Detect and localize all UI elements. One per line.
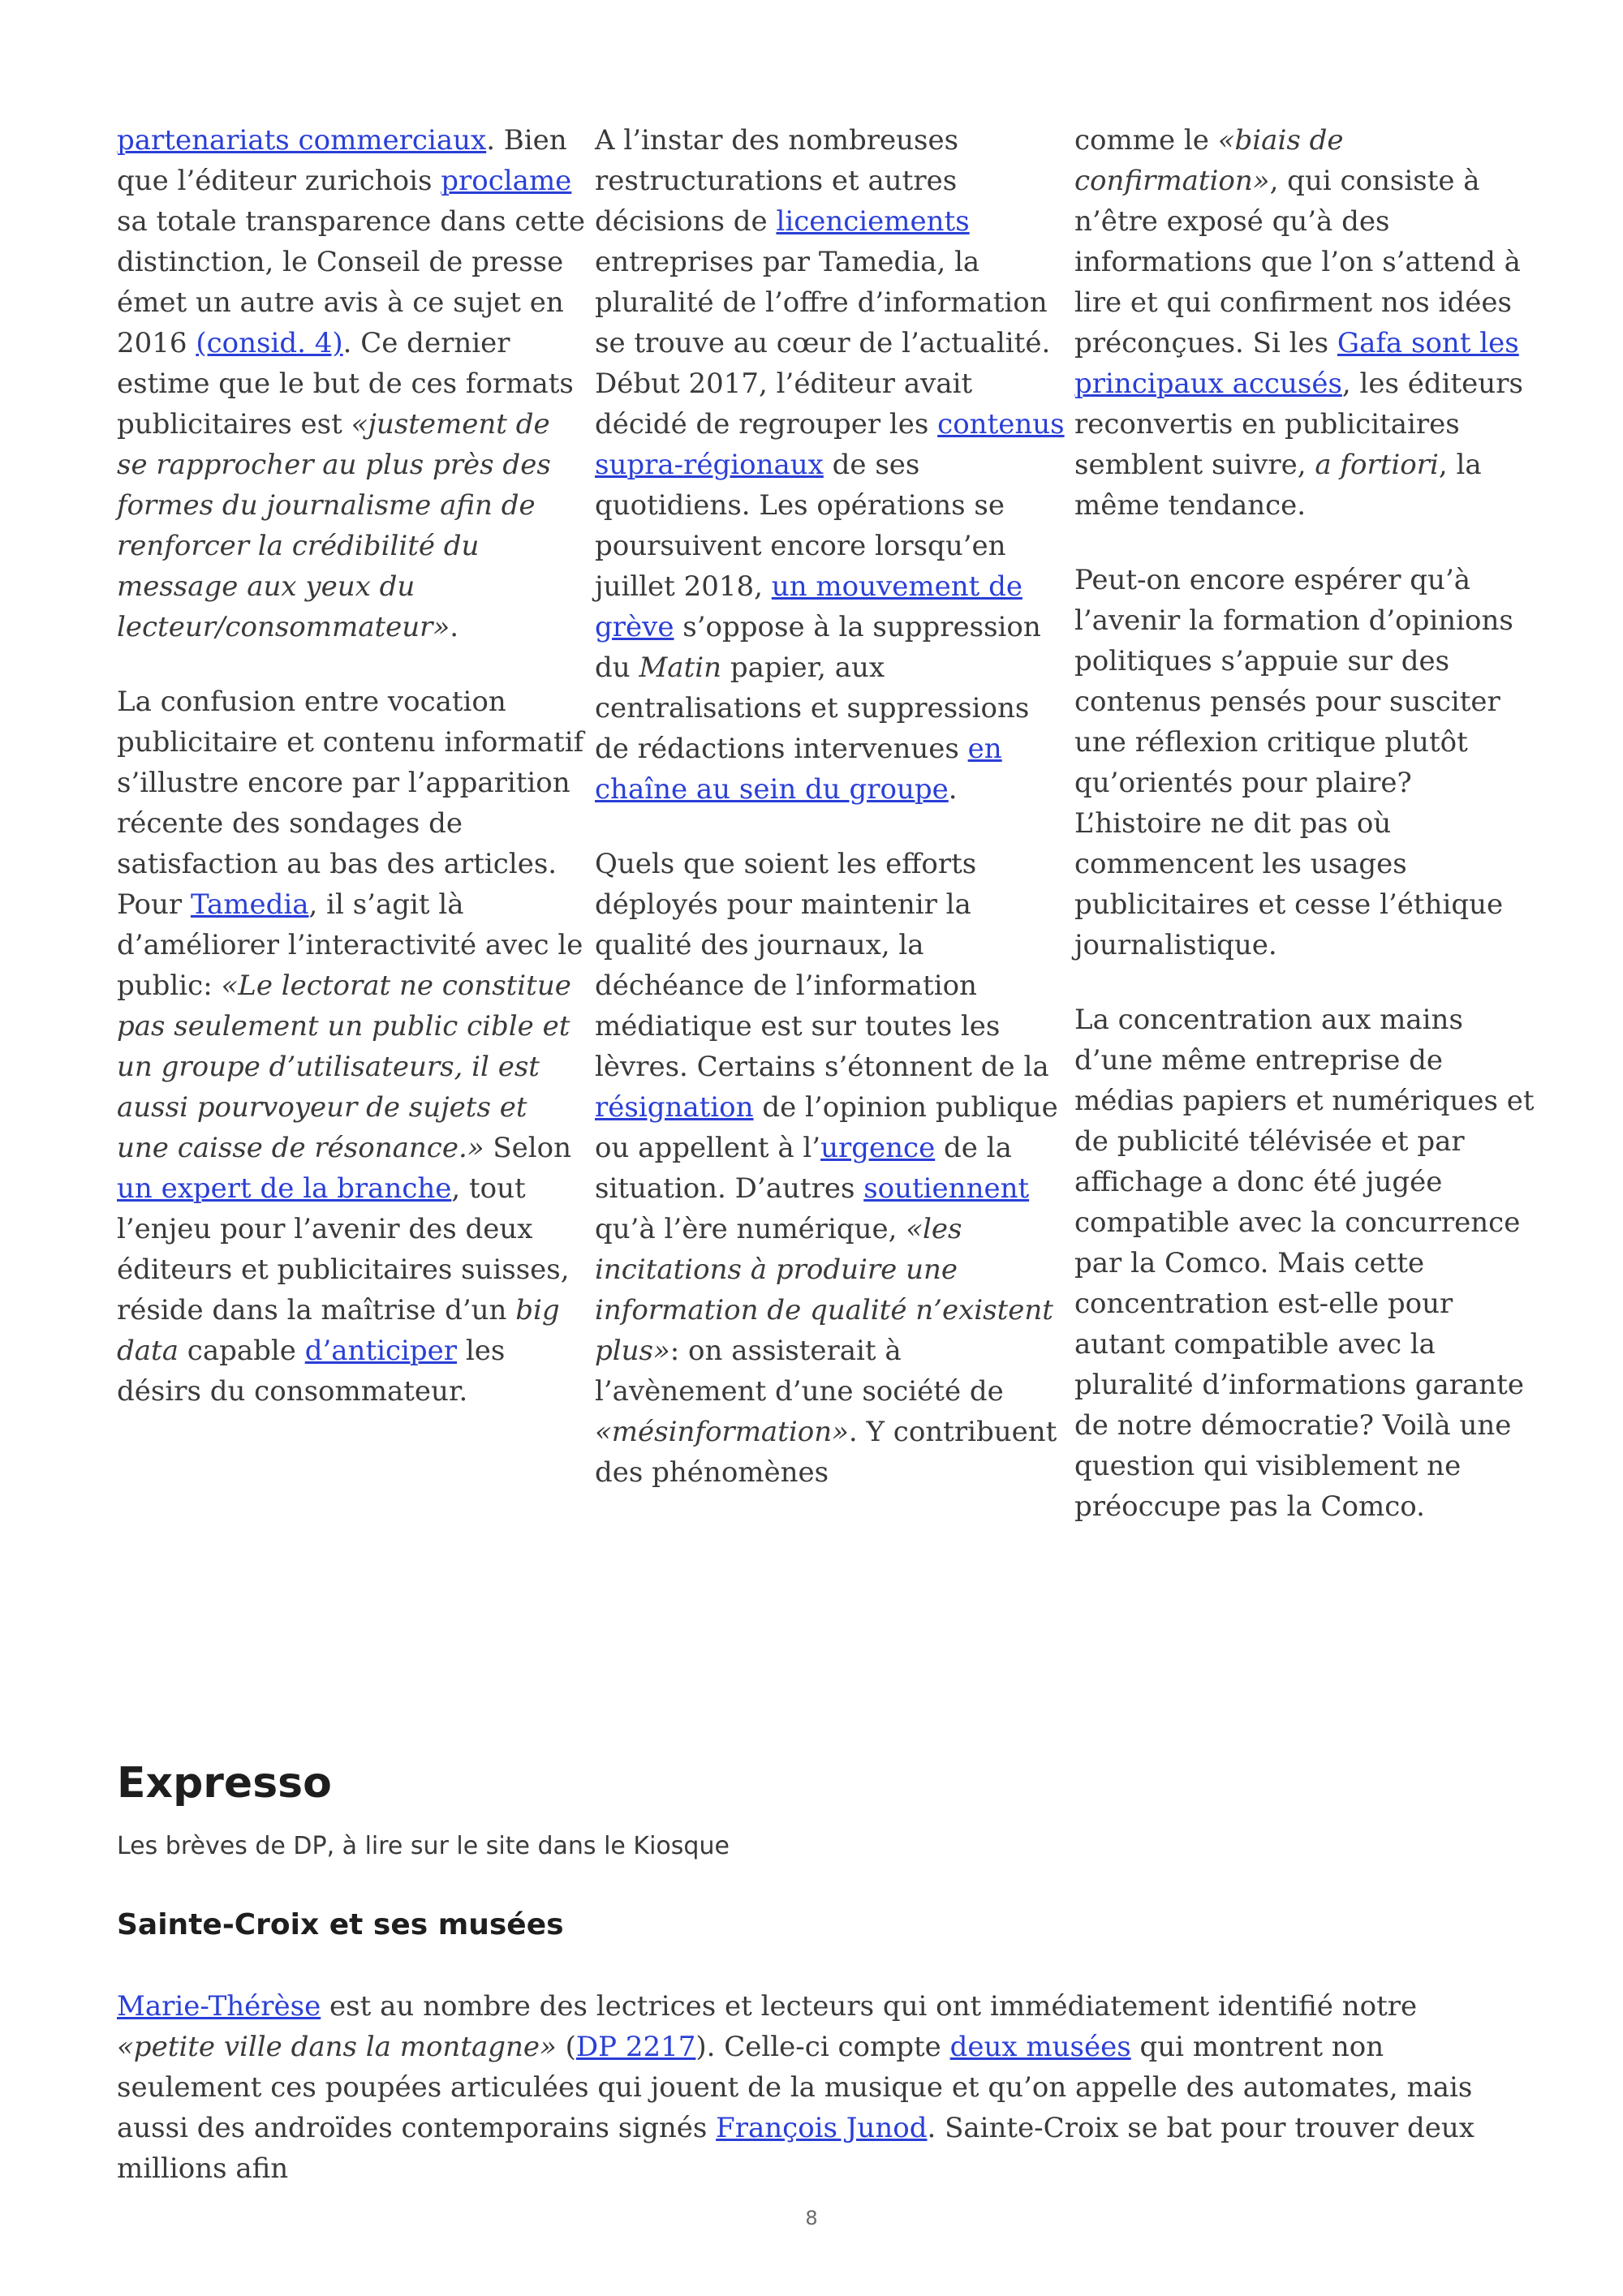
body-text: sa totale transparence dans cette distinction, le Conseil de presse émet un autre avis à ce sujet en 2016 [117, 205, 586, 359]
inline-link[interactable]: deux musées [949, 2031, 1131, 2063]
body-text: Peut-on encore espérer qu’à l’avenir la formation d’opinions politiques s’appuie sur des contenus pensés pour susciter une réflexion critique plutôt qu’orientés pour plaire? L’histoire ne dit pas où commencent les usages publicitaires et cesse l’éthique journalistique. [1074, 564, 1513, 961]
body-text: . [450, 611, 459, 643]
inline-link[interactable]: en chaîne au sein du groupe [595, 733, 1002, 806]
inline-link[interactable]: contenus supra-régionaux [595, 408, 1065, 481]
body-text: Quels que soient les efforts déployés pour maintenir la qualité des journaux, la déchéance de l’information médiatique est sur toutes les lèvres. Certains s’étonnent de la [595, 848, 1049, 1083]
body-text: capable [178, 1335, 305, 1367]
body-text: les désirs du consommateur. [117, 1335, 506, 1408]
body-text: . Bien que l’éditeur zurichois [117, 124, 567, 197]
inline-link[interactable]: DP 2217 [575, 2031, 696, 2063]
body-text: La concentration aux mains d’une même entreprise de médias papiers et numériques et de publicité télévisée et par affichage a donc été jugée compatible avec la concurrence par la Comco. Mais cette concentration est-elle pour autant compatible avec la pluralité d’informations garante de notre démocratie? Voilà une question qui visiblement ne préoccupe pas la Comco. [1074, 1004, 1535, 1523]
body-text: , tout l’enjeu pour l’avenir des deux éditeurs et publicitaires suisses, réside dans la maîtrise d’un [117, 1172, 570, 1326]
brief-body [117, 1986, 1513, 2189]
inline-link[interactable]: proclame [441, 165, 572, 197]
inline-link[interactable]: un expert de la branche [117, 1172, 452, 1205]
inline-link[interactable]: un mouvement de grève [595, 570, 1022, 643]
body-text: : on assisterait à l’avènement d’une société de [595, 1335, 1004, 1408]
col2-paragraph-2 [595, 844, 1065, 1493]
body-text: . Ce dernier estime que le but de ces formats publicitaires est [117, 327, 574, 441]
emphasis-text: «petite ville dans la montagne» [117, 2031, 557, 2063]
inline-link[interactable]: (consid. 4) [196, 327, 343, 359]
emphasis-text: Matin [639, 651, 722, 684]
emphasis-text: «justement de se rapprocher au plus près des formes du journalisme afin de renforcer la crédibilité du message aux yeux du lecteur/consommateur» [117, 408, 551, 643]
body-text: est au nombre des lectrices et lecteurs qui ont immédiatement identifié notre [321, 1990, 1418, 2023]
body-text: de l’opinion publique ou appellent à l’ [595, 1091, 1058, 1164]
body-text: , les éditeurs reconvertis en publicitaires semblent suivre, [1074, 368, 1523, 481]
body-text: comme le [1074, 124, 1218, 157]
col1-paragraph-1 [117, 120, 588, 647]
col3-paragraph-2 [1074, 560, 1545, 965]
inline-link[interactable]: urgence [820, 1132, 936, 1164]
body-text: de ses quotidiens. Les opérations se poursuivent encore lorsqu’en juillet 2018, [595, 449, 1006, 603]
inline-link[interactable]: soutiennent [863, 1172, 1030, 1205]
emphasis-text: big data [117, 1294, 560, 1367]
emphasis-text: «Le lectorat ne constitue pas seulement un public cible et un groupe d’utilisateurs, il est aussi pourvoyeur de sujets et une caisse de résonance.» [117, 970, 571, 1164]
col3-paragraph-1 [1074, 120, 1545, 526]
body-text: La confusion entre vocation publicitaire et contenu informatif s’illustre encore par l’apparition récente des sondages de satisfaction au bas des articles. Pour [117, 686, 584, 921]
emphasis-text: «biais de confirmation» [1074, 124, 1344, 197]
body-text: de la situation. D’autres [595, 1132, 1012, 1205]
page-number: 8 [805, 2207, 818, 2229]
body-text: , la même tendance. [1074, 449, 1482, 522]
inline-link[interactable]: d’anticiper [304, 1335, 458, 1367]
inline-link[interactable]: Marie-Thérèse [117, 1990, 321, 2023]
inline-link[interactable]: résignation [595, 1091, 754, 1124]
inline-link[interactable]: Gafa sont les principaux accusés [1074, 327, 1519, 400]
inline-link[interactable]: licenciements [776, 205, 970, 238]
col1-paragraph-2 [117, 681, 588, 1412]
body-text: qu’à l’ère numérique, [595, 1213, 906, 1245]
article-column-1 [117, 120, 588, 1446]
emphasis-text: «les incitations à produire une information de qualité n’existent plus» [595, 1213, 1053, 1367]
body-text: entreprises par Tamedia, la pluralité de l’offre d’information se trouve au cœur de l’actualité. Début 2017, l’éditeur avait décidé de regrouper les [595, 246, 1051, 441]
body-text: papier, aux centralisations et suppressions de rédactions intervenues [595, 651, 1030, 765]
section-title: Expresso [117, 1759, 332, 1808]
body-text: . Sainte-Croix se bat pour trouver deux millions afin [117, 2112, 1474, 2185]
article-column-3 [1074, 120, 1545, 1561]
emphasis-text: a fortiori [1315, 449, 1439, 481]
body-text: Selon [484, 1132, 572, 1164]
col2-paragraph-1 [595, 120, 1065, 810]
article-column-2 [595, 120, 1065, 1527]
inline-link[interactable]: François Junod [716, 2112, 928, 2144]
body-text: . [948, 773, 958, 806]
inline-link[interactable]: Tamedia [190, 888, 309, 921]
col3-paragraph-3 [1074, 1000, 1545, 1527]
brief-title: Sainte-Croix et ses musées [117, 1908, 564, 1941]
body-text: A l’instar des nombreuses restructurations et autres décisions de [595, 124, 959, 238]
body-text: s’oppose à la suppression du [595, 611, 1041, 684]
section-subtitle: Les brèves de DP, à lire sur le site dans le Kiosque [117, 1832, 730, 1860]
body-text: qui montrent non seulement ces poupées articulées qui jouent de la musique et qu’on appelle des automates, mais aussi des androïdes contemporains signés [117, 2031, 1473, 2144]
body-text: , qui consiste à n’être exposé qu’à des informations que l’on s’attend à lire et qui confirment nos idées préconçues. Si les [1074, 165, 1521, 359]
body-text: ( [556, 2031, 576, 2063]
emphasis-text: «mésinformation» [595, 1416, 849, 1448]
body-text: . Y contribuent des phénomènes [595, 1416, 1057, 1489]
body-text: ). Celle-ci compte [695, 2031, 950, 2063]
body-text: , il s’agit là d’améliorer l’interactivité avec le public: [117, 888, 583, 1002]
inline-link[interactable]: partenariats commerciaux [117, 124, 487, 157]
